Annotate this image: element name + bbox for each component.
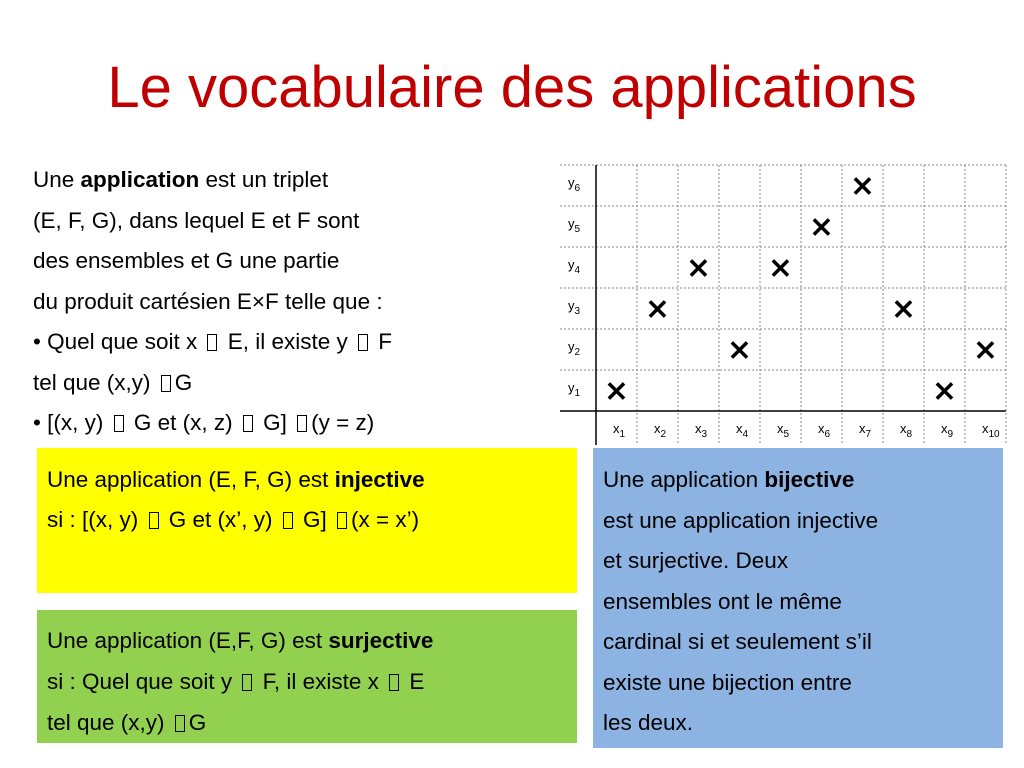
def-line-5: • Quel que soit x E, il existe y F	[33, 329, 393, 354]
data-point-marker: ×	[972, 332, 999, 368]
data-point-marker: ×	[931, 373, 958, 409]
relation-grid-chart	[560, 160, 1010, 445]
def-line-1: Une application est un triplet	[33, 167, 329, 192]
def-line-3: des ensembles et G une partie	[33, 248, 340, 273]
x-tick-label: $x_1$	[613, 421, 626, 440]
surjective-line-2: si : Quel que soit y F, il existe x E	[47, 669, 425, 694]
x-tick-label: $x_6$	[818, 421, 831, 440]
missing-glyph-icon	[243, 415, 253, 432]
surjective-line-1: Une application (E,F, G) est surjective	[47, 628, 434, 653]
bijective-line-6: existe une bijection entre	[603, 669, 852, 695]
surjective-line-3: tel que (x,y) G	[47, 710, 207, 735]
bijective-line-2: est une application injective	[603, 507, 879, 533]
x-tick-label: $x_9$	[941, 421, 954, 440]
term-injective: injective	[334, 467, 425, 492]
def-line-7: • [(x, y) G et (x, z) G] (y = z)	[33, 410, 375, 435]
term-application: application	[80, 167, 200, 192]
missing-glyph-icon	[358, 334, 368, 351]
y-tick-label: $y_6$	[568, 175, 581, 194]
missing-glyph-icon	[389, 674, 399, 691]
x-tick-label: $x_{10}$	[982, 421, 1000, 440]
data-point-marker: ×	[603, 373, 630, 409]
missing-glyph-icon	[297, 415, 307, 432]
def-line-4: du produit cartésien E×F telle que :	[33, 288, 383, 314]
x-tick-label: $x_4$	[736, 421, 749, 440]
y-tick-label: $y_1$	[568, 380, 581, 399]
y-tick-label: $y_5$	[568, 216, 581, 235]
data-point-marker: ×	[685, 250, 712, 286]
slide-title: Le vocabulaire des applications	[107, 55, 917, 120]
missing-glyph-icon	[114, 415, 124, 432]
missing-glyph-icon	[242, 674, 252, 691]
x-tick-label: $x_8$	[900, 421, 913, 440]
def-line-2: (E, F, G), dans lequel E et F sont	[33, 207, 360, 233]
injective-line-1: Une application (E, F, G) est injective	[47, 467, 425, 492]
data-point-marker: ×	[808, 209, 835, 245]
missing-glyph-icon	[283, 512, 293, 529]
x-tick-label: $x_2$	[654, 421, 667, 440]
missing-glyph-icon	[161, 375, 171, 392]
bijective-line-3: et surjective. Deux	[603, 548, 789, 573]
term-surjective: surjective	[328, 628, 434, 653]
data-point-marker: ×	[726, 332, 753, 368]
data-point-marker: ×	[890, 291, 917, 327]
bijective-line-1: Une application bijective	[603, 467, 855, 492]
y-tick-label: $y_3$	[568, 298, 581, 317]
x-tick-label: $x_5$	[777, 421, 790, 440]
bijective-box	[593, 448, 1003, 748]
injective-line-2: si : [(x, y) G et (x’, y) G] (x = x’)	[47, 507, 420, 532]
application-definition	[33, 160, 553, 444]
missing-glyph-icon	[175, 715, 185, 732]
x-tick-label: $x_3$	[695, 421, 708, 440]
y-tick-label: $y_2$	[568, 339, 581, 358]
term-bijective: bijective	[764, 467, 855, 492]
x-tick-label: $x_7$	[859, 421, 872, 440]
missing-glyph-icon	[149, 512, 159, 529]
bijective-line-7: les deux.	[603, 710, 694, 735]
data-point-marker: ×	[849, 168, 876, 204]
missing-glyph-icon	[337, 512, 347, 529]
surjective-box	[37, 610, 577, 743]
y-tick-label: $y_4$	[568, 257, 581, 276]
data-point-marker: ×	[644, 291, 671, 327]
missing-glyph-icon	[207, 334, 217, 351]
injective-box	[37, 448, 577, 593]
def-line-6: tel que (x,y) G	[33, 369, 193, 395]
bijective-line-4: ensembles ont le même	[603, 588, 842, 614]
bijective-line-5: cardinal si et seulement s’il	[603, 629, 872, 654]
data-point-marker: ×	[767, 250, 794, 286]
